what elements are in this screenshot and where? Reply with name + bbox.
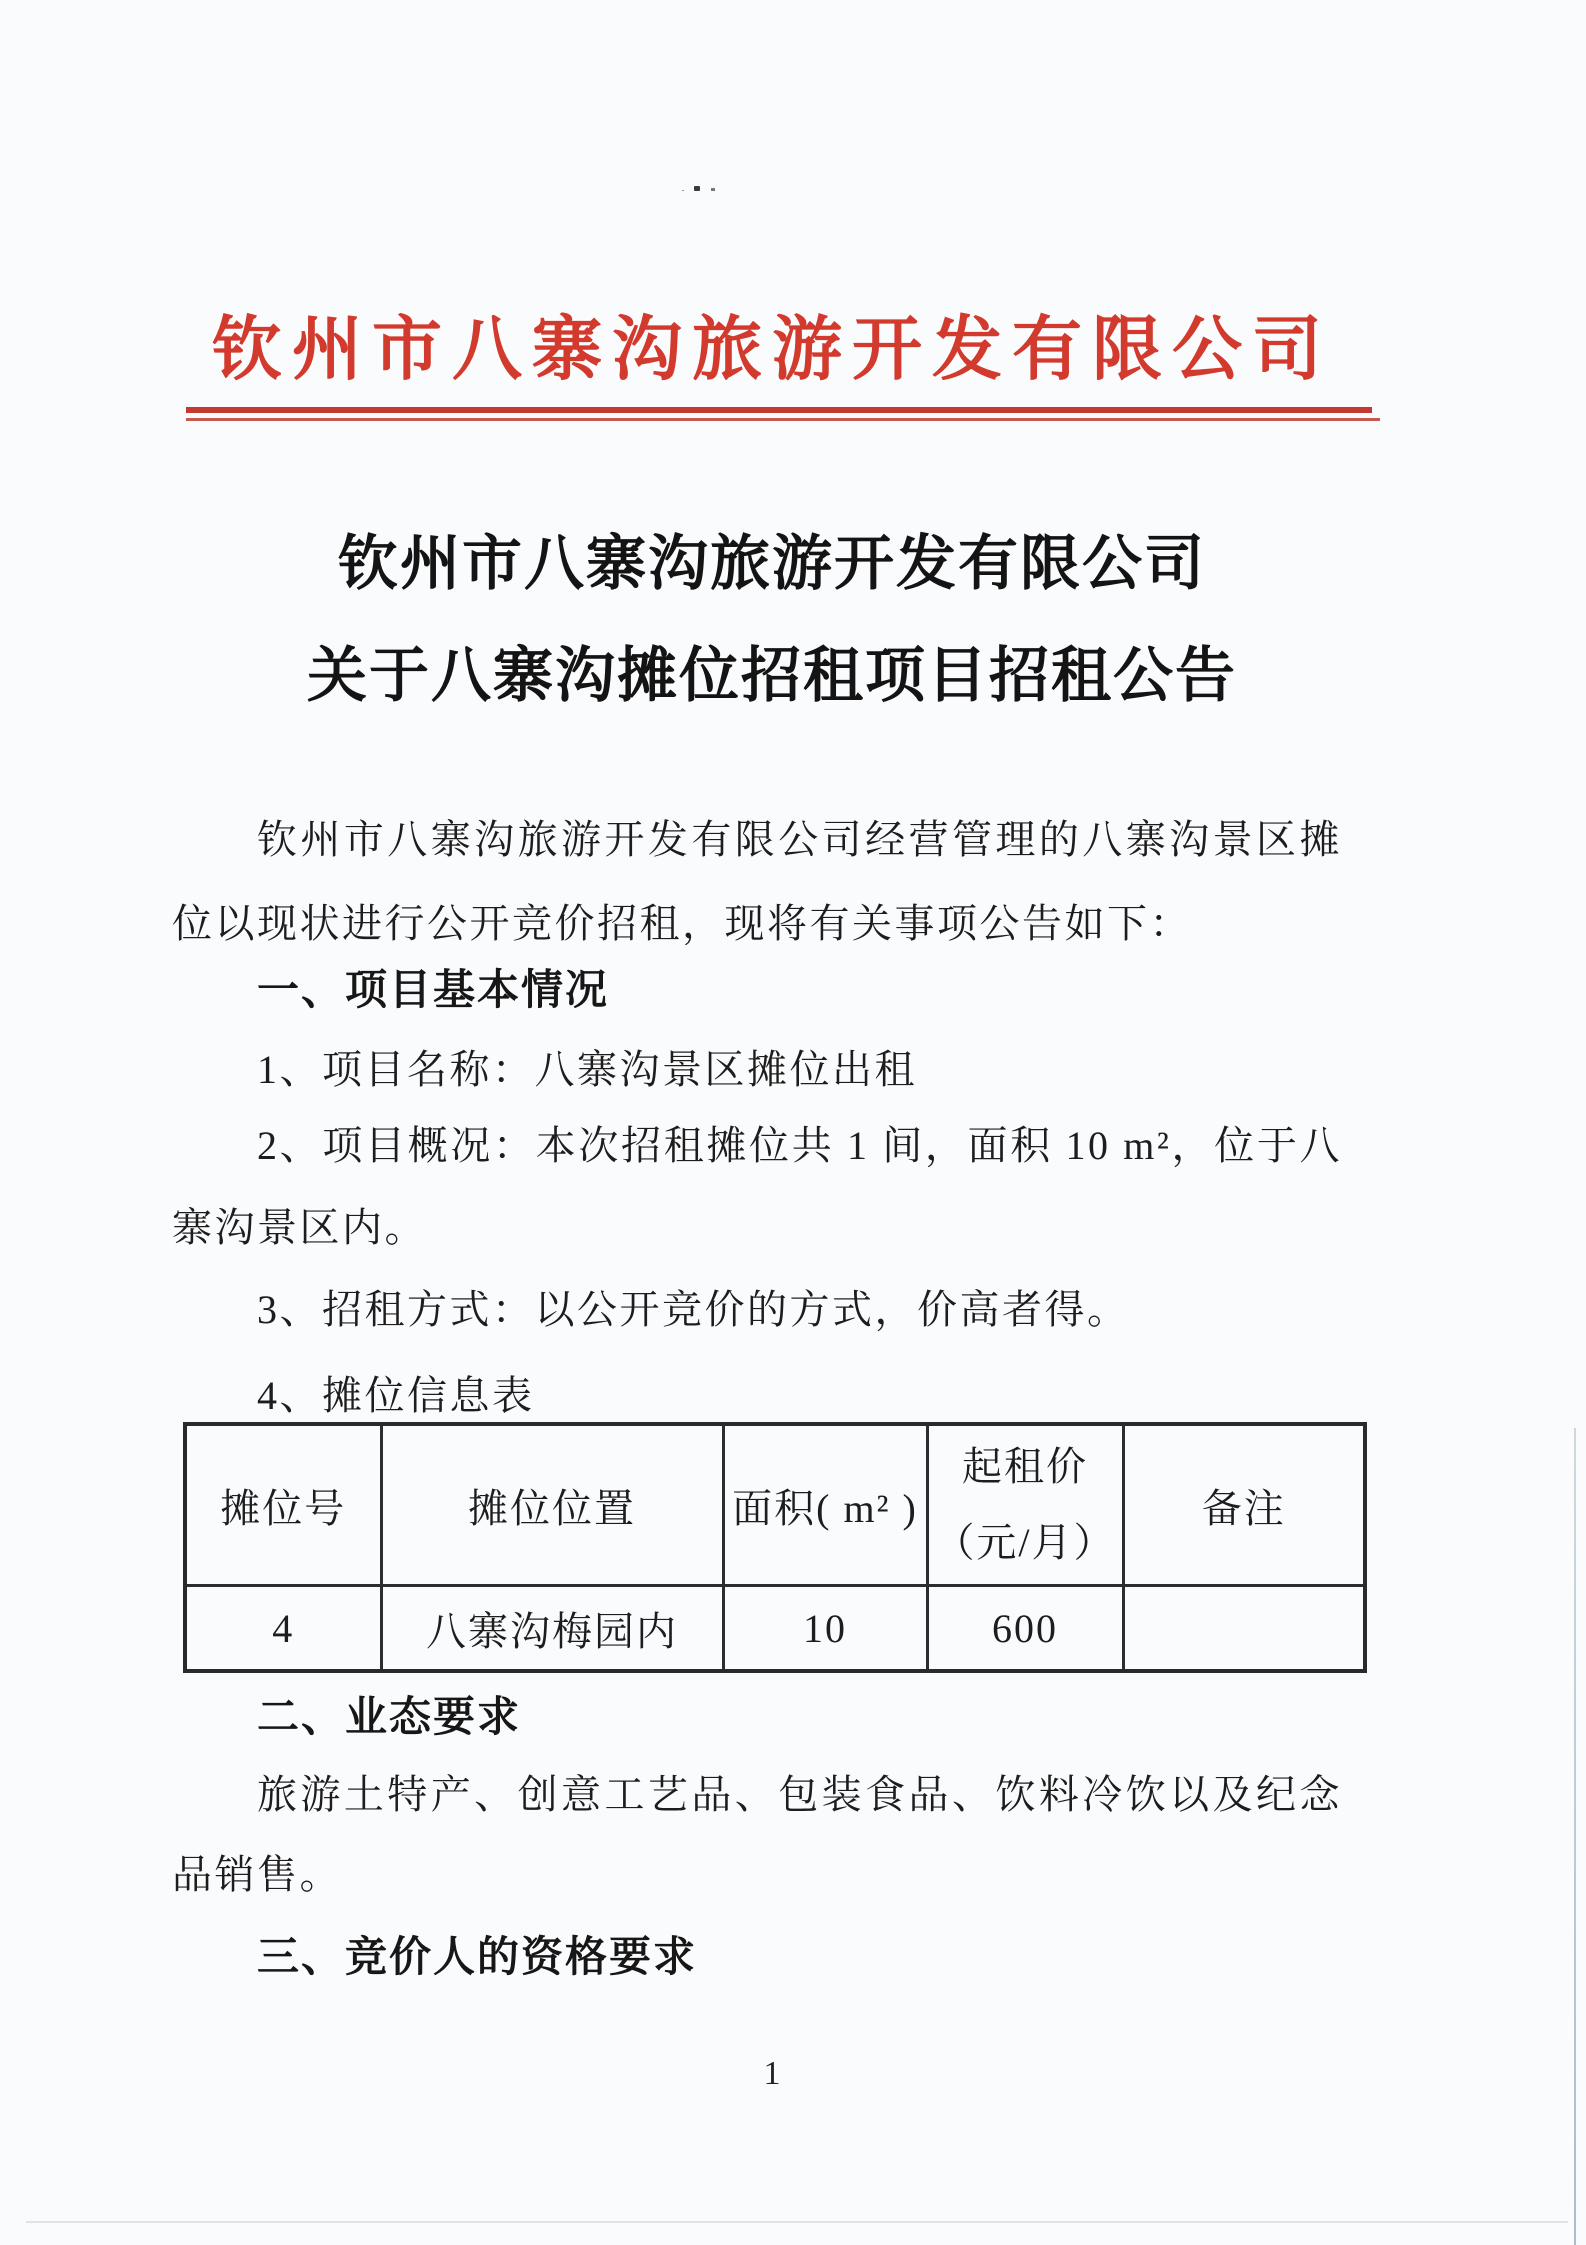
header-starting-rent-line1: 起租价: [962, 1444, 1088, 1489]
section1-item4-table-caption: 4、摊位信息表: [257, 1373, 535, 1418]
section1-item1-project-name: 1、项目名称：八寨沟景区摊位出租: [257, 1047, 917, 1092]
table-header-row: [185, 1424, 1365, 1586]
header-starting-rent: [927, 1424, 1123, 1586]
header-remarks: 备注: [1123, 1424, 1365, 1586]
scan-paper-edge-right: [1574, 1428, 1576, 2245]
page-number: 1: [763, 2055, 781, 2092]
scan-speckle-artifact: [694, 186, 700, 191]
cell-area: 10: [723, 1586, 927, 1672]
section1-item2-project-overview: 2、项目概况：本次招租摊位共 1 间，面积 10 m²，位于八寨沟景区内。: [172, 1123, 1342, 1250]
section1-item3-rental-method: 3、招租方式：以公开竞价的方式，价高者得。: [257, 1287, 1130, 1332]
header-stall-location: 摊位位置: [381, 1424, 723, 1586]
section3-heading: 三、竞价人的资格要求: [257, 1933, 698, 1980]
scan-smudge-bottom: [26, 2221, 1568, 2223]
section1-heading: 一、项目基本情况: [257, 966, 610, 1013]
letterhead-rule-thick: [186, 407, 1372, 413]
document-title-line2: 关于八寨沟摊位招租项目招租公告: [307, 643, 1237, 709]
section2-body: 旅游土特产、创意工艺品、包装食品、饮料冷饮以及纪念品销售。: [172, 1772, 1342, 1897]
header-area: 面积( m² ): [723, 1424, 927, 1586]
stall-info-table: [183, 1422, 1367, 1673]
intro-paragraph: 钦州市八寨沟旅游开发有限公司经营管理的八寨沟景区摊位以现状进行公开竞价招租，现将有关事项公告如下：: [172, 817, 1342, 946]
cell-starting-rent: 600: [927, 1586, 1123, 1672]
cell-stall-location: 八寨沟梅园内: [381, 1586, 723, 1672]
header-starting-rent-line2: （元/月）: [934, 1520, 1116, 1565]
letterhead-company-title: 钦州市八寨沟旅游开发有限公司: [212, 312, 1332, 389]
document-title-line1: 钦州市八寨沟旅游开发有限公司: [338, 531, 1206, 597]
document-content: [172, 0, 1372, 2245]
table-row: [185, 1586, 1365, 1672]
letterhead-rule-thin: [186, 418, 1380, 421]
cell-stall-number: 4: [185, 1586, 381, 1672]
section2-heading: 二、业态要求: [257, 1693, 522, 1740]
header-stall-number: 摊位号: [185, 1424, 381, 1586]
cell-remarks: [1123, 1586, 1365, 1672]
